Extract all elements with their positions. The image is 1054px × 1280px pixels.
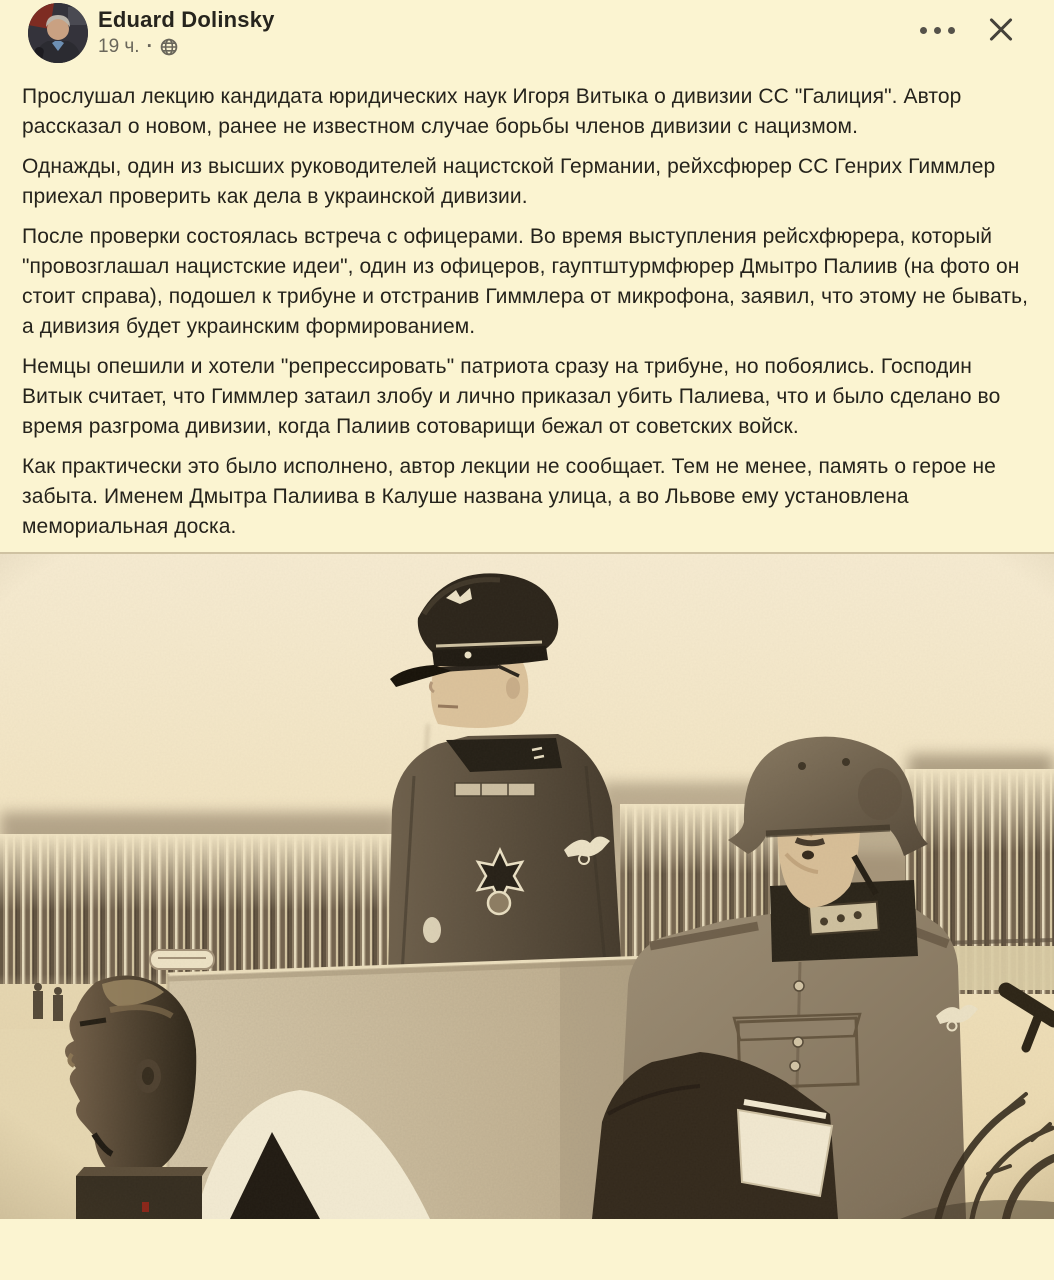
avatar[interactable] [28, 3, 88, 63]
historical-photo [0, 554, 1054, 1219]
close-button[interactable] [982, 12, 1020, 48]
author-name[interactable]: Eduard Dolinsky [98, 7, 275, 32]
photo-vignette [0, 554, 1054, 1219]
post-paragraph: Прослушал лекцию кандидата юридических наук Игоря Витыка о дивизии СС "Галиция". Автор рассказал о новом, ранее не известном случае борьбы членов дивизии с нацизмом. [22, 85, 962, 138]
post-paragraph: После проверки состоялась встреча с офицерами. Во время выступления рейсхфюрера, который "провозглашал нацистские идеи", один из офицеров, гауптштурмфюрер Дмытро Палиив (на фото он стоит справа), подошел к трибуне и отстранив Гиммлера от микрофона, заявил, что этому не бывать, а дивизия будет украинским формированием. [22, 225, 1029, 338]
post-text [0, 64, 1054, 542]
header-actions [918, 12, 1020, 48]
post-paragraph: Как практически это было исполнено, автор лекции не сообщает. Тем не менее, память о герое не забыта. Именем Дмытра Палиива в Калуше названа улица, а во Львове ему установлена мемориальная доска. [22, 455, 996, 538]
post-meta[interactable] [98, 36, 178, 58]
timestamp: 19 ч. [98, 36, 140, 57]
globe-icon [160, 38, 178, 56]
post-photo[interactable] [0, 552, 1054, 1219]
three-dots-icon [920, 27, 955, 34]
close-icon [987, 16, 1015, 44]
post-header [0, 0, 1054, 64]
avatar-image [28, 3, 88, 63]
post-paragraph: Немцы опешили и хотели "репрессировать" патриота сразу на трибуне, но побоялись. Господин Витык считает, что Гиммлер затаил злобу и лично приказал убить Палиева, что и было сделано во время разгрома дивизии, когда Палиив сотоварищи бежал от советских войск. [22, 355, 1001, 438]
more-options-button[interactable] [918, 12, 956, 48]
meta-separator: · [146, 36, 153, 57]
post-paragraph: Однажды, один из высших руководителей нацистской Германии, рейхсфюрер СС Генрих Гиммлер приехал проверить как дела в украинской дивизии. [22, 155, 996, 208]
